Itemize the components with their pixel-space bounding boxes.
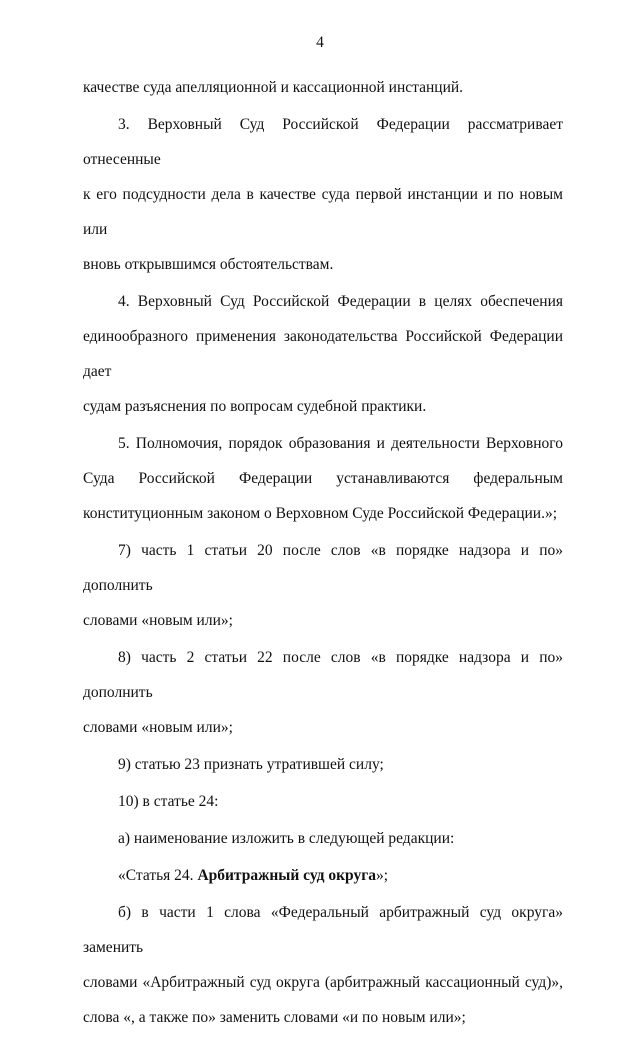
article-suffix: »; xyxy=(375,867,389,884)
text-line: конституционным законом о Верховном Суде Российской Федерации.»; xyxy=(83,505,558,522)
item-9 xyxy=(83,747,563,782)
paragraph-continuation xyxy=(83,70,563,105)
item-10 xyxy=(83,784,563,819)
item-7 xyxy=(83,533,563,638)
item-b xyxy=(83,895,563,1035)
text-line: б) в части 1 слова «Федеральный арбитражный суд округа» заменить xyxy=(83,904,563,956)
text-line: судам разъяснения по вопросам судебной практики. xyxy=(83,398,427,415)
article-title: Арбитражный суд округа xyxy=(197,867,376,884)
paragraph-3 xyxy=(83,107,563,282)
text-line: единообразного применения законодательства Российской Федерации дает xyxy=(83,328,563,380)
article-heading xyxy=(83,858,563,893)
article-prefix: «Статья 24. xyxy=(118,867,198,884)
text-line: к его подсудности дела в качестве суда первой инстанции и по новым или xyxy=(83,186,563,238)
text-line: а) наименование изложить в следующей редакции: xyxy=(118,830,455,847)
text-line: словами «новым или»; xyxy=(83,612,233,629)
item-a xyxy=(83,821,563,856)
paragraph-5 xyxy=(83,426,563,531)
document-body xyxy=(83,70,563,1037)
text-line: словами «новым или»; xyxy=(83,719,233,736)
text-line: словами «Арбитражный суд округа (арбитражный кассационный суд)», xyxy=(83,974,563,991)
text-line: 7) часть 1 статьи 20 после слов «в порядке надзора и по» дополнить xyxy=(83,542,563,594)
item-8 xyxy=(83,640,563,745)
text-line: 3. Верховный Суд Российской Федерации рассматривает отнесенные xyxy=(83,116,563,168)
text-line: Суда Российской Федерации устанавливаются федеральным xyxy=(83,470,563,487)
text-line: 9) статью 23 признать утратившей силу; xyxy=(118,756,384,773)
paragraph-4 xyxy=(83,284,563,424)
text-line: 10) в статье 24: xyxy=(118,793,219,810)
text-line: 4. Верховный Суд Российской Федерации в целях обеспечения xyxy=(118,293,563,310)
text-line: 8) часть 2 статьи 22 после слов «в порядке надзора и по» дополнить xyxy=(83,649,563,701)
text-line: 5. Полномочия, порядок образования и деятельности Верховного xyxy=(118,435,563,452)
text-line: вновь открывшимся обстоятельствам. xyxy=(83,256,334,273)
page-number: 4 xyxy=(316,34,324,51)
text-line: слова «, а также по» заменить словами «и по новым или»; xyxy=(83,1009,466,1026)
text-line: качестве суда апелляционной и кассационной инстанций. xyxy=(83,79,464,96)
